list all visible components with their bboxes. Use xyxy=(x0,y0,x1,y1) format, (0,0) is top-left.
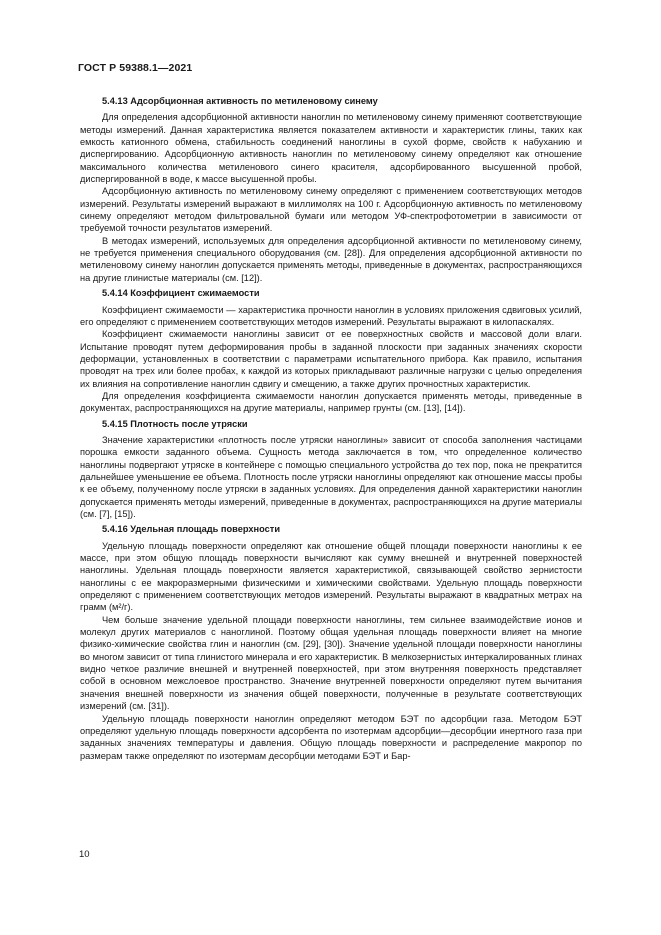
section-heading: 5.4.16 Удельная площадь поверхности xyxy=(102,524,281,535)
paragraph: В методах измерений, используемых для определения адсорбционной активности по метиленовому синему, не требуется применения специального оборудования (см. [28]). Для определения адсорбционной активности по метиленовому синему наноглин допускается применять методы, приведенные в документах, распространяющихся на другие глинистые материалы (см. [12]). xyxy=(80,235,582,283)
document-code-header: ГОСТ Р 59388.1—2021 xyxy=(78,62,193,74)
section-heading: 5.4.13 Адсорбционная активность по метиленовому синему xyxy=(102,96,378,106)
section-heading: 5.4.14 Коэффициент сжимаемости xyxy=(102,288,260,299)
paragraph: Коэффициент сжимаемости наноглины зависит от ее поверхностных свойств и массовой доли влаги. Испытание проводят путем деформирования пробы в заданной плоскости при заданных значениях скорости деформации, установленных в соответствии с параметрами испытательного прибора. Как правило, испытания проводят на трех или более пробах, к каждой из которых прикладывают различные нагрузки с целью определения их влияния на сопротивление наноглин сдвигу и смещению, а также других прочностных характеристик. xyxy=(80,329,582,389)
paragraph: Коэффициент сжимаемости — характеристика прочности наноглин в условиях приложения сдвиговых усилий, его определяют с применением соответствующих методов измерений. Результаты выражают в килопаскалях. xyxy=(80,304,582,327)
paragraph: Адсорбционную активность по метиленовому синему определяют с применением соответствующих методов измерений. Результаты измерений выражают в миллимолях на 100 г. Адсорбционную активность по метиленовому синему определяют методом фильтровальной бумаги или методом УФ-спектрофотометрии в зависимости от требуемой точности результатов измерений. xyxy=(80,186,582,234)
document-body xyxy=(80,92,582,762)
paragraph: Удельную площадь поверхности наноглин определяют методом БЭТ по адсорбции газа. Методом БЭТ определяют удельную площадь поверхности адсорбента по изотермам адсорбции—десорбции инертного газа при заданных значениях температуры и давления. Общую площадь поверхности и распределение макропор по размерам также определяют по изотермам десорбции методами БЭТ и Бар- xyxy=(80,713,582,761)
paragraph: Значение характеристики «плотность после утряски наноглины» зависит от способа заполнения частицами порошка емкости заданного объема. Сущность метода заключается в том, что определенное количество наноглины подвергают утряске в контейнере с помощью специального устройства до тех пор, пока не прекратится дальнейшее уменьшение ее объема. Плотность после утряски наноглины определяют как отношение массы пробы к ее объему, полученному после утряски в заданных условиях. Для определения данной характеристики наноглин допускается применять методы измерений, приведенные в документах, распространяющихся на другие материалы (см. [7], [15]). xyxy=(80,434,582,519)
paragraph: Чем больше значение удельной площади поверхности наноглины, тем сильнее взаимодействие ионов и молекул других материалов с наноглиной. Поэтому общая удельная площадь поверхности влияет на многие физико-химические свойства глин и наноглин (см. [29], [30]). Значение удельной площади поверхности наноглины во многом зависит от типа глинистого минерала и его характеристик. В мелкозернистых интеркалированных глинах видно четкое различие внешней и внутренней поверхностей, при этом внутренняя поверхность представляет собой в основном межслоевое пространство. Значение внутренней поверхности определяют путем вычитания значения внешней поверхности из значения общей поверхности, полученные в результате соответствующих измерений (см. [31]). xyxy=(80,614,582,712)
paragraph: Удельную площадь поверхности определяют как отношение общей площади поверхности наноглины к ее массе, при этом общую площадь поверхности вычисляют как сумму внешней и внутренней поверхностей наноглины. Удельная площадь поверхности является характеристикой, связывающей свойство зернистости наноглины с ее макроразмерными физическими и химическими свойствами. Удельную площадь поверхности определяют с применением соответствующих методов измерений. Результаты выражают в квадратных метрах на грамм (м²/г). xyxy=(80,540,582,613)
page-number: 10 xyxy=(79,849,90,860)
paragraph: Для определения коэффициента сжимаемости наноглин допускается применять методы, приведенные в документах, распространяющихся на другие материалы, например грунты (см. [13], [14]). xyxy=(80,390,582,414)
paragraph: Для определения адсорбционной активности наноглин по метиленовому синему применяют соответствующие методы измерений. Данная характеристика является показателем активности и характеристик глины, таких как емкость катионного обмена, стабильность соединений наноглины в сухой форме, свойств к набуханию и диспергированию. Адсорбционную активность наноглин по метиленовому синему определяют как отношение максимального количества метиленового синего красителя, адсорбированного высушенной пробой, диспергированной в воде, к массе высушенной пробы. xyxy=(80,112,582,185)
section-heading: 5.4.15 Плотность после утряски xyxy=(102,418,248,429)
